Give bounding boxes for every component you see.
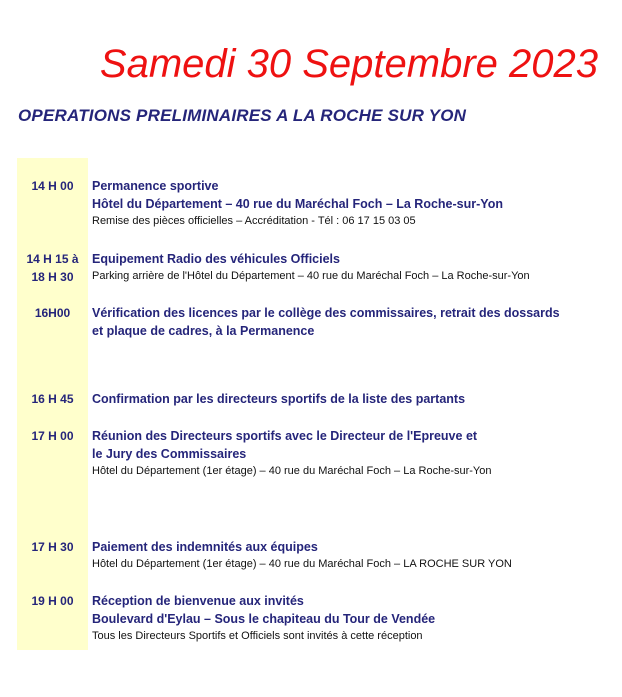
item-time: 17 H 30	[31, 540, 74, 554]
item-heading: Confirmation par les directeurs sportifs de la liste des partants	[92, 392, 466, 406]
item-heading: Equipement Radio des véhicules Officiels	[92, 252, 340, 266]
item-content	[92, 250, 602, 285]
item-content	[92, 427, 602, 480]
item-heading: Paiement des indemnités aux équipes	[92, 540, 318, 554]
item-time-end: 18 H 30	[31, 270, 74, 284]
item-time: 16H00	[34, 306, 71, 320]
item-heading: Vérification des licences par le collège des commissaires, retrait des dossards	[92, 306, 560, 320]
item-time: 17 H 00	[31, 429, 74, 443]
item-heading: Réunion des Directeurs sportifs avec le Directeur de l'Epreuve et	[92, 429, 478, 443]
item-detail: Tous les Directeurs Sportifs et Officiels sont invités à cette réception	[92, 630, 423, 642]
item-detail: Hôtel du Département (1er étage) – 40 rue du Maréchal Foch – LA ROCHE SUR YON	[92, 558, 512, 570]
item-time: 14 H 15 à	[26, 252, 79, 266]
item-heading: Permanence sportive	[92, 179, 219, 193]
item-heading-continued: et plaque de cadres, à la Permanence	[92, 324, 315, 338]
item-heading: Réception de bienvenue aux invités	[92, 594, 304, 608]
item-content	[92, 177, 602, 230]
item-content	[92, 304, 602, 340]
page-title: Samedi 30 Septembre 2023	[99, 42, 598, 86]
section-heading: OPERATIONS PRELIMINAIRES A LA ROCHE SUR YON	[18, 106, 467, 125]
item-content	[92, 592, 602, 645]
item-detail: Parking arrière de l'Hôtel du Département – 40 rue du Maréchal Foch – La Roche-sur-Yon	[92, 270, 530, 282]
item-location: Boulevard d'Eylau – Sous le chapiteau du Tour de Vendée	[92, 612, 436, 626]
item-time: 16 H 45	[31, 392, 74, 406]
item-content	[92, 538, 602, 573]
item-location: Hôtel du Département – 40 rue du Maréchal Foch – La Roche-sur-Yon	[92, 197, 503, 211]
item-detail: Hôtel du Département (1er étage) – 40 rue du Maréchal Foch – La Roche-sur-Yon	[92, 465, 492, 477]
item-heading-continued: le Jury des Commissaires	[92, 447, 247, 461]
item-time: 19 H 00	[31, 594, 74, 608]
item-detail: Remise des pièces officielles – Accréditation - Tél : 06 17 15 03 05	[92, 215, 416, 227]
item-content	[92, 390, 602, 408]
item-time: 14 H 00	[31, 179, 74, 193]
